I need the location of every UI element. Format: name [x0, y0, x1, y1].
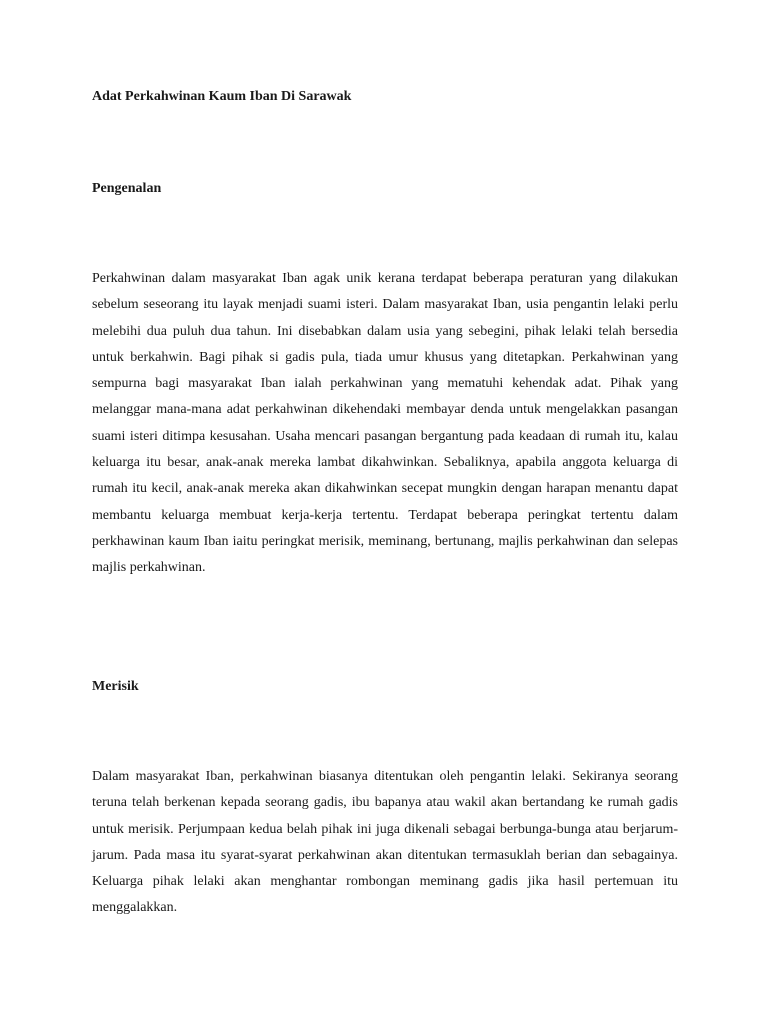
section-heading-merisik: Merisik: [92, 679, 139, 694]
document-title: Adat Perkahwinan Kaum Iban Di Sarawak: [92, 89, 352, 104]
section-paragraph-pengenalan: Perkahwinan dalam masyarakat Iban agak unik kerana terdapat beberapa peraturan yang dilakukan sebelum seseorang itu layak menjadi suami isteri. Dalam masyarakat Iban, usia pengantin lelaki perlu melebihi dua puluh dua tahun. Ini disebabkan dalam usia yang sebegini, pihak lelaki telah bersedia untuk berkahwin. Bagi pihak si gadis pula, tiada umur khusus yang ditetapkan. Perkahwinan yang sempurna bagi masyarakat Iban ialah perkahwinan yang mematuhi kehendak adat. Pihak yang melanggar mana-mana adat perkahwinan dikehendaki membayar denda untuk mengelakkan pasangan suami isteri ditimpa kesusahan. Usaha mencari pasangan bergantung pada keadaan di rumah itu, kalau keluarga itu besar, anak-anak mereka lambat dikahwinkan. Sebaliknya, apabila anggota keluarga di rumah itu kecil, anak-anak mereka akan dikahwinkan secepat mungkin dengan harapan menantu dapat membantu keluarga membuat kerja-kerja tertentu. Terdapat beberapa peringkat tertentu dalam perkhawinan kaum Iban iaitu peringkat merisik, meminang, bertunang, majlis perkahwinan dan selepas majlis perkahwinan.: [92, 271, 678, 576]
section-paragraph-merisik: Dalam masyarakat Iban, perkahwinan biasanya ditentukan oleh pengantin lelaki. Sekiranya seorang teruna telah berkenan kepada seorang gadis, ibu bapanya atau wakil akan bertandang ke rumah gadis untuk merisik. Perjumpaan kedua belah pihak ini juga dikenali sebagai berbunga-bunga atau berjarum-jarum. Pada masa itu syarat-syarat perkahwinan akan ditentukan termasuklah berian dan sebagainya. Keluarga pihak lelaki akan menghantar rombongan meminang gadis jika hasil pertemuan itu menggalakkan.: [92, 769, 678, 916]
section-heading-pengenalan: Pengenalan: [92, 181, 162, 196]
